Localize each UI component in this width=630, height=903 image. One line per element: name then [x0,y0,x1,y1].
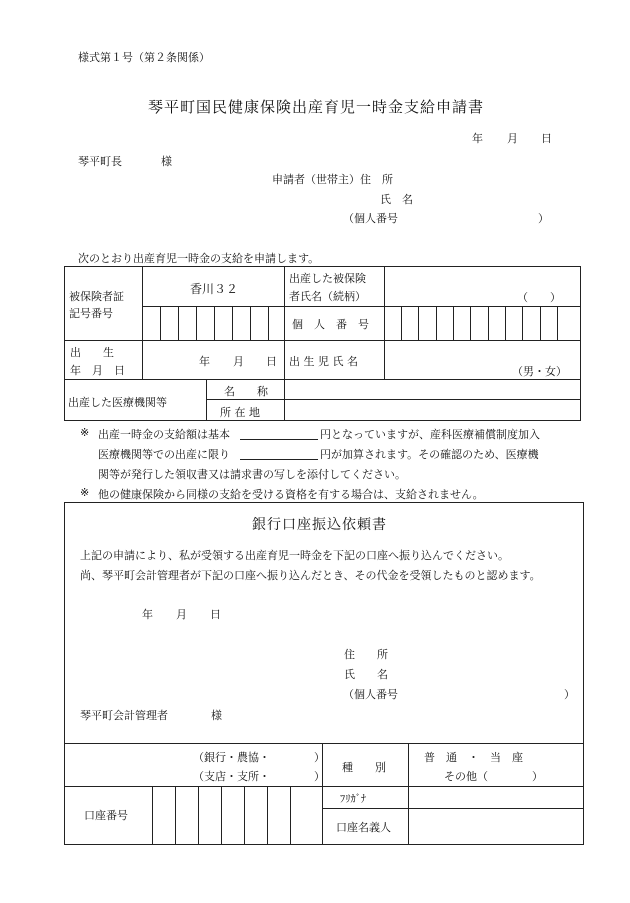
child-name-label: 出 生 児 氏 名 [289,355,358,368]
mother-name-label-2: 者氏名（続柄） [289,290,366,303]
insured-cert-value[interactable]: 香川３２ [190,282,239,296]
applicant-address-label: 申請者（世帯主）住 所 [272,173,393,186]
bank-id-close: ） [564,688,575,701]
date-year: 年 [472,132,483,145]
note-1-a: 出産一時金の支給額は基本 [98,428,230,441]
insured-cert-label-2: 記号番号 [69,307,113,320]
note-2: 他の健康保険から同様の支給を受ける資格を有する場合は、支給されません。 [98,488,484,501]
note-1-e: 関等が発行した領収書又は請求書の写しを添付してください。 [98,468,406,481]
child-sex-field[interactable]: （男・女） [512,365,567,378]
note-mark-1: ※ [80,426,90,439]
bank-date-month: 月 [176,608,187,621]
addressee: 琴平町長 [78,155,122,168]
date-month: 月 [507,132,518,145]
intro-text: 次のとおり出産育児一時金の支給を申請します。 [78,252,320,265]
bank-paragraph-2: 尚、琴平町会計管理者が下記の口座へ振り込んだとき、その代金を受領したものと認めます。 [80,569,541,582]
page-title: 琴平町国民健康保険出産育児一時金支給申請書 [148,98,485,116]
bank-name-label: 氏 名 [344,668,388,681]
bank-id-open: （個人番号 [343,688,398,701]
applicant-name-label: 氏 名 [380,193,413,206]
date-day: 日 [541,132,552,145]
institution-address-label: 所 在 地 [220,406,260,419]
birth-day: 日 [266,355,277,368]
birth-year: 年 [199,355,210,368]
bank-date-year: 年 [142,608,153,621]
institution-name-label: 名 称 [224,385,268,398]
relation-field[interactable]: （ ） [517,291,561,304]
personal-number-label: 個 人 番 号 [292,318,369,331]
account-holder-label: 口座名義人 [336,821,391,834]
account-type-label: 種 別 [342,761,386,774]
note-1-d: 円が加算されます。その確認のため、医療機 [320,448,539,461]
account-number-label: 口座番号 [84,809,128,822]
note-1-b: 円となっていますが、産科医療補償制度加入 [320,428,540,441]
furigana-label: ﾌﾘｶﾞﾅ [340,793,367,805]
account-type-options-2[interactable]: その他（ ） [444,770,543,783]
account-type-options-1[interactable]: 普 通 ・ 当 座 [424,751,523,764]
branch-name-field[interactable]: （支店・支所・ ） [193,770,325,783]
applicant-id-close: ） [538,212,549,225]
treasurer-suffix: 様 [211,709,222,722]
institution-label: 出産した医療機関等 [68,396,167,409]
treasurer-label: 琴平町会計管理者 [80,709,168,722]
bank-paragraph-1: 上記の申請により、私が受領する出産育児一時金を下記の口座へ振り込んでください。 [80,549,509,562]
addressee-suffix: 様 [161,155,172,168]
birth-date-label-2: 年 月 日 [70,364,125,377]
bank-name-field[interactable]: （銀行・農協・ ） [193,751,325,764]
note-mark-2: ※ [80,486,90,499]
bank-date-day: 日 [210,608,221,621]
note-1-c: 医療機関等での出産に限り [98,448,230,461]
birth-month: 月 [233,355,244,368]
bank-section-title: 銀行口座振込依頼書 [252,517,387,533]
bank-address-label: 住 所 [344,648,388,661]
birth-date-label-1: 出 生 [70,346,114,359]
mother-name-label-1: 出産した被保険 [289,272,366,285]
insured-cert-label-1: 被保険者証 [69,290,124,303]
form-number: 様式第１号（第２条関係） [78,51,210,64]
applicant-id-open: （個人番号 [343,212,398,225]
